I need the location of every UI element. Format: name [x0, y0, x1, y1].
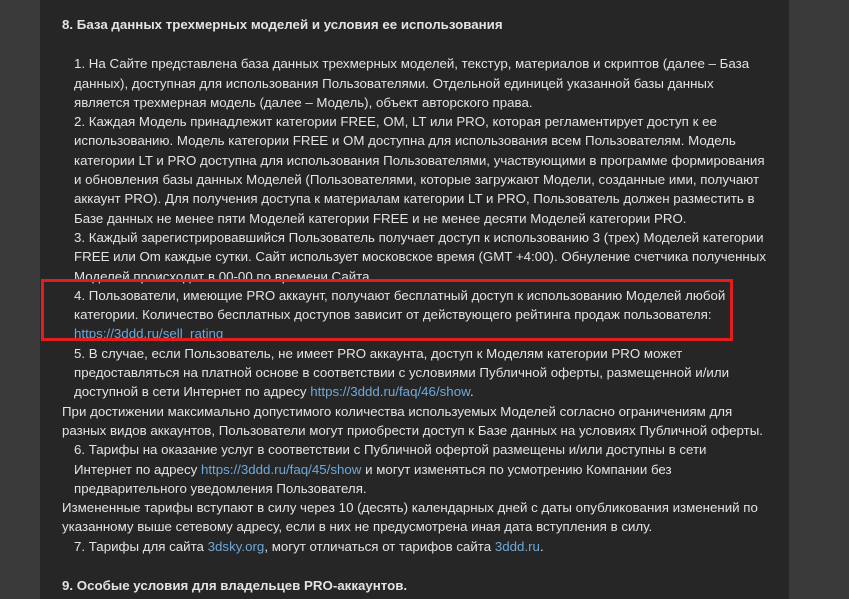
section-8-heading: 8. База данных трехмерных моделей и условия ее использования — [62, 17, 503, 32]
document-content — [40, 0, 789, 599]
clause-8-5-text: 5. В случае, если Пользователь, не имеет PRO аккаунта, доступ к Моделям категории PRO может предоставляться на платной основе в соответствии с условиями Публичной оферты, размещенной и/или доступной в сети Интернет по адресу — [74, 345, 730, 400]
clause-8-7-text: 7. Тарифы для сайта — [74, 538, 204, 554]
clause-8-7 — [62, 537, 767, 556]
clause-8-1: 1. На Сайте представлена база данных трехмерных моделей, текстур, материалов и скриптов (далее – База данных), доступная для использования Пользователями. Отдельной единицей указанной базы данных является трехмерная модель (далее – Модель), объект авторского права. — [74, 56, 750, 110]
terms-text — [62, 15, 767, 595]
clause-8-7-period: . — [539, 538, 544, 554]
right-margin — [789, 0, 849, 599]
clause-8-7-mid: , могут отличаться от тарифов сайта — [264, 538, 492, 554]
clause-8-2: 2. Каждая Модель принадлежит категории FREE, OM, LT или PRO, которая регламентирует доступ к ее использованию. Модель категории FREE и OM доступна для использования всем Пользователям. Модель категории LT и PRO доступна для использования Пользователями, участвующими в программе формирования и обновления базы данных Моделей (Пользователями, которые загружают Модели, созданные ими, получают аккаунт PRO). Для получения доступа к материалам категории LT и PRO, Пользователь должен разместить в Базе данных не менее пяти Моделей категории FREE и не менее десяти Моделей категории PRO. — [74, 114, 765, 226]
3dsky-link[interactable]: 3dsky.org — [207, 538, 265, 554]
clause-8-6-extra: Измененные тарифы вступают в силу через 10 (десять) календарных дней с даты опубликования изменений по указанному выше сетевому адресу, если в них не предусмотрена иная дата вступления в силу. — [62, 500, 758, 535]
clause-8-4-text: 4. Пользователи, имеющие PRO аккаунт, получают бесплатный доступ к использованию Моделей любой категории. Количество бесплатных доступов зависит от действующего рейтинга продаж пользователя: — [74, 287, 726, 323]
clause-8-4 — [62, 286, 767, 344]
clause-8-5-extra: При достижении максимально допустимого количества используемых Моделей согласно ограничениям для разных видов аккаунтов, Пользователи могут приобрести доступ к Базе данных на условиях Публичной оферты. — [62, 403, 764, 438]
left-margin — [0, 0, 40, 599]
clause-8-5 — [62, 344, 767, 402]
clause-8-6-after: и могут изменяться по усмотрению Компании без предварительного уведомления Пользователя. — [74, 461, 672, 496]
faq-46-link[interactable]: https://3ddd.ru/faq/46/show — [310, 384, 470, 400]
clause-8-6 — [62, 440, 767, 498]
clause-8-3: 3. Каждый зарегистрировавшийся Пользователь получает доступ к использованию 3 (трех) Моделей категории FREE или Om каждые сутки. Сайт использует московское время (GMT +4:00). Обнуление счетчика полученных Моделей происходит в 00-00 по времени Сайта. — [74, 229, 766, 284]
clause-8-5-period: . — [469, 384, 474, 400]
clause-8-6-text: 6. Тарифы на оказание услуг в соответствии с Публичной офертой размещены и/или доступны в сети Интернет по адресу — [74, 442, 707, 477]
section-9-heading: 9. Особые условия для владельцев PRO-аккаунтов. — [62, 578, 408, 594]
3ddd-link[interactable]: 3ddd.ru — [494, 538, 540, 554]
sell-rating-link[interactable]: https://3ddd.ru/sell_rating — [74, 326, 224, 342]
faq-45-link[interactable]: https://3ddd.ru/faq/45/show — [200, 461, 362, 477]
